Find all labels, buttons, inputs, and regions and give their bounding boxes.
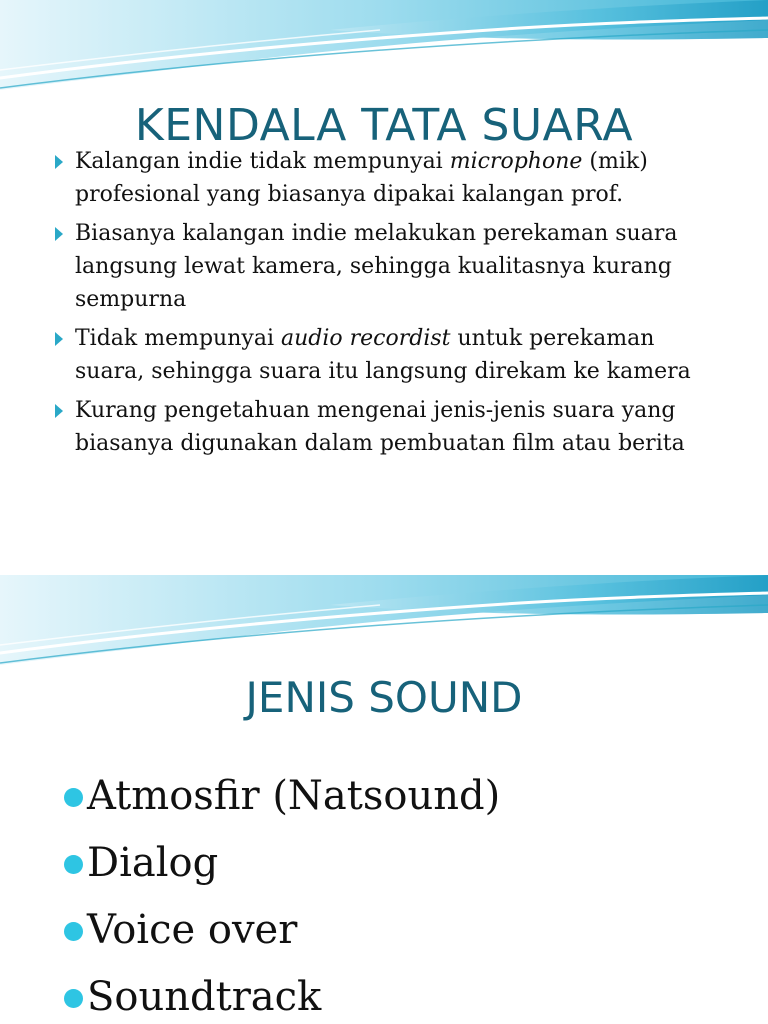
list-item: Voice over [62,897,742,964]
circle-bullet-icon [64,989,83,1008]
wave-header-decoration [0,575,768,670]
kendala-bullet-list [50,145,730,466]
triangle-bullet-icon [55,155,63,169]
list-item: Kalangan indie tidak mempunyai microphone (mik) profesional yang biasanya dipakai kalangan prof. [50,145,730,211]
circle-bullet-icon [64,788,83,807]
slide-title-jenis-sound: JENIS SOUND [245,673,523,722]
list-item: Atmosfir (Natsound) [62,763,742,830]
list-item: Biasanya kalangan indie melakukan perekaman suara langsung lewat kamera, sehingga kualitasnya kurang sempurna [50,217,730,316]
slide-jenis-sound [0,575,768,1024]
triangle-bullet-icon [55,332,63,346]
triangle-bullet-icon [55,404,63,418]
list-item: Kurang pengetahuan mengenai jenis-jenis suara yang biasanya digunakan dalam pembuatan film atau berita [50,394,730,460]
slide-title-kendala: KENDALA TATA SUARA [134,100,634,151]
circle-bullet-icon [64,922,83,941]
list-item: Tidak mempunyai audio recordist untuk perekaman suara, sehingga suara itu langsung direkam ke kamera [50,322,730,388]
list-item: Soundtrack [62,964,742,1024]
circle-bullet-icon [64,855,83,874]
jenis-sound-bullet-list [62,763,742,1024]
wave-header-decoration [0,0,768,95]
list-item: Dialog [62,830,742,897]
triangle-bullet-icon [55,227,63,241]
